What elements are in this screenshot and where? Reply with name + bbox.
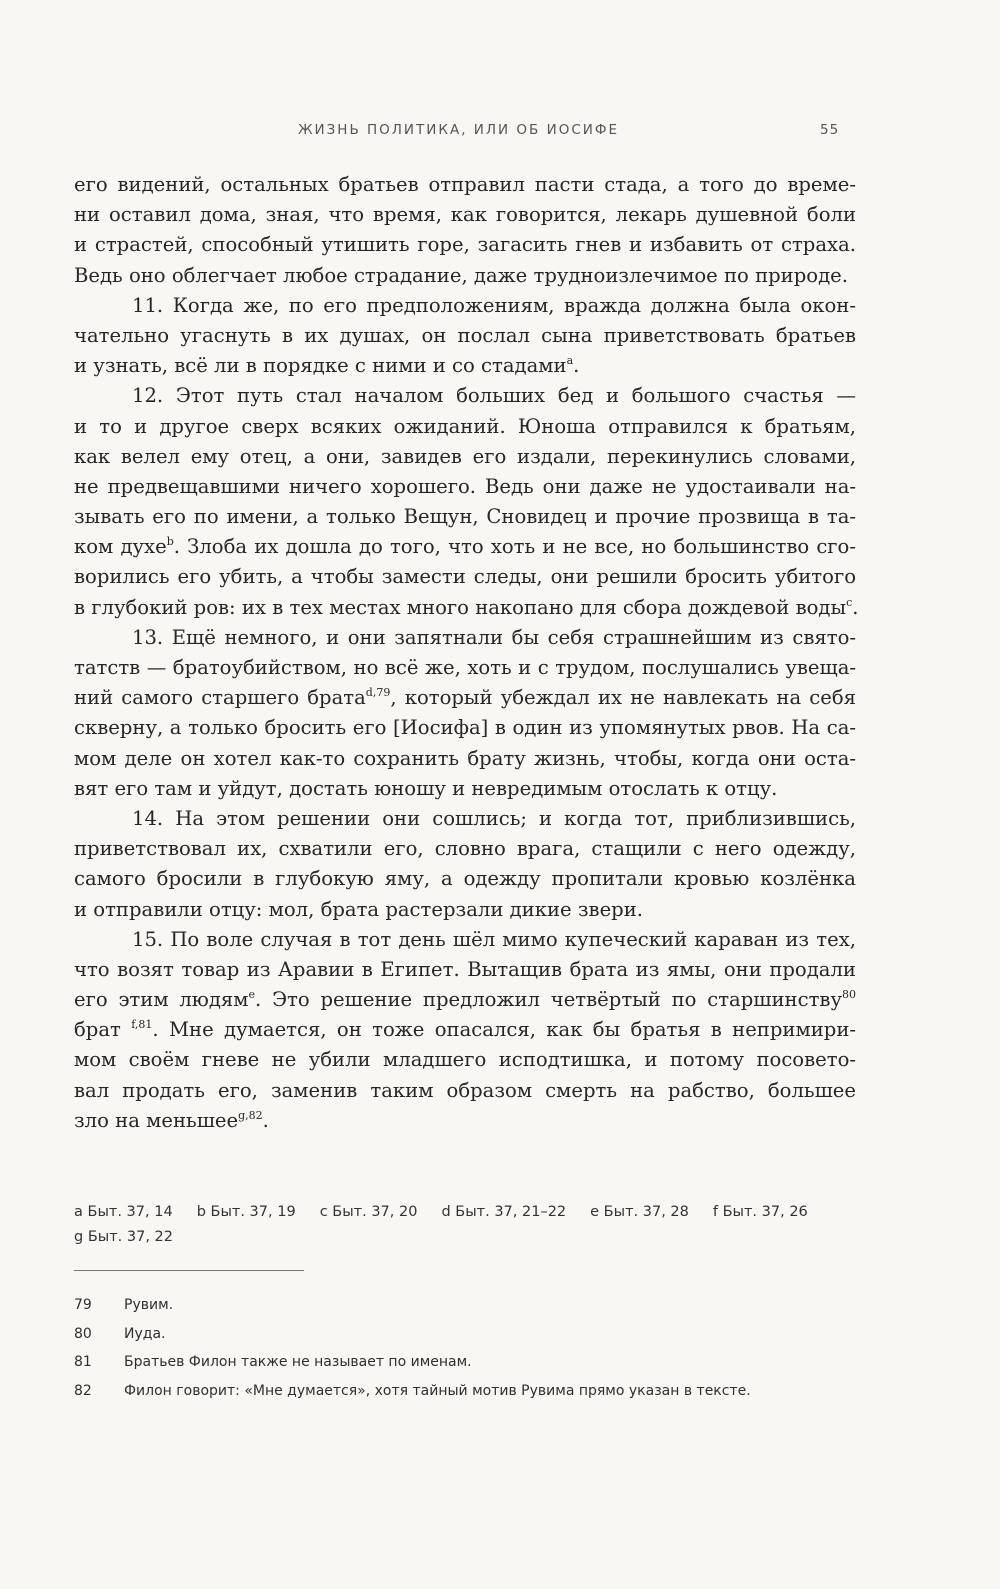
text-segment: ний самого старшего брата bbox=[74, 686, 366, 710]
text-line: скверну, а только бросить его [Иосифа] в один из упомянутых рвов. На са- bbox=[74, 716, 856, 740]
text-line: как велел ему отец, а они, завидев его издали, перекинулись словами, bbox=[74, 444, 856, 468]
text-segment: , который убеждал их не навлекать на себя bbox=[390, 686, 856, 710]
text-line: Ведь оно облегчает любое страдание, даже трудноизлечимое по природе. bbox=[74, 263, 848, 287]
text-line: самого бросили в глубокую яму, а одежду пропитали кровью козлёнка bbox=[74, 867, 856, 891]
citation-marker: c bbox=[846, 595, 853, 609]
citation-marker: b bbox=[166, 535, 174, 549]
text-line: ни оставил дома, зная, что время, как говорится, лекарь душевной боли bbox=[74, 203, 856, 227]
citation-marker: g,82 bbox=[238, 1108, 263, 1122]
page-number: 55 bbox=[820, 122, 840, 138]
text-segment: . Мне думается, он тоже опасался, как бы братья в непримири- bbox=[152, 1018, 856, 1042]
scripture-references bbox=[74, 1200, 864, 1250]
footnote bbox=[74, 1377, 864, 1406]
text-line: приветствовал их, схватили его, словно врага, стащили с него одежду, bbox=[74, 837, 856, 861]
footnote bbox=[74, 1320, 864, 1349]
scripture-ref: b Быт. 37, 19 bbox=[196, 1204, 296, 1220]
footnote-number: 82 bbox=[74, 1382, 92, 1399]
text-line bbox=[74, 1106, 856, 1136]
text-line: вал продать его, заменив таким образом смерть на рабство, большее bbox=[74, 1078, 856, 1102]
text-line: мом деле он хотел как-то сохранить брату жизнь, чтобы, когда они оста- bbox=[74, 746, 856, 770]
text-line: зывать его по имени, а только Вещун, Сновидец и прочие прозвища в та- bbox=[74, 505, 856, 529]
scripture-ref: a Быт. 37, 14 bbox=[74, 1204, 173, 1220]
paragraph-15-start: 15. По воле случая в тот день шёл мимо купеческий караван из тех, bbox=[132, 927, 856, 951]
paragraph-12-start: 12. Этот путь стал началом больших бед и большого счастья — bbox=[132, 384, 856, 408]
text-line: вят его там и уйдут, достать юношу и невредимым отослать к отцу. bbox=[74, 776, 778, 800]
citation-marker: f,81 bbox=[131, 1018, 153, 1032]
text-segment: в глубокий ров: их в тех местах много накопано для сбора дождевой воды bbox=[74, 595, 847, 619]
scripture-ref: c Быт. 37, 20 bbox=[319, 1204, 418, 1220]
text-segment: . Злоба их дошла до того, что хоть и не все, но большинство сго- bbox=[173, 535, 856, 559]
text-line: чательно угаснуть в их душах, он послал сына приветствовать братьев bbox=[74, 323, 856, 347]
text-line: что возят товар из Аравии в Египет. Вытащив брата из ямы, они продали bbox=[74, 957, 856, 981]
footnote-text: Братьев Филон также не называет по именам. bbox=[124, 1354, 472, 1370]
citation-marker: a bbox=[566, 354, 574, 368]
scripture-ref: f Быт. 37, 26 bbox=[712, 1204, 808, 1220]
text-line bbox=[74, 683, 856, 713]
footnotes bbox=[74, 1291, 864, 1405]
scripture-ref: g Быт. 37, 22 bbox=[74, 1229, 173, 1245]
footnote bbox=[74, 1348, 864, 1377]
paragraph-14-start: 14. На этом решении они сошлись; и когда тот, приблизившись, bbox=[132, 806, 856, 830]
text-segment: ком духе bbox=[74, 535, 167, 559]
main-text bbox=[74, 170, 859, 1136]
footnote-text: Иуда. bbox=[124, 1325, 166, 1342]
text-segment: . Это решение предложил четвёртый по старшинству bbox=[255, 988, 842, 1012]
footnote-number: 79 bbox=[74, 1297, 92, 1313]
text-line: и отправили отцу: мол, брата растерзали дикие звери. bbox=[74, 897, 644, 921]
footnote-marker: 80 bbox=[842, 988, 856, 1002]
text-line bbox=[74, 985, 856, 1015]
text-line bbox=[74, 593, 859, 623]
footnote-divider bbox=[74, 1270, 304, 1271]
text-line: татств — братоубийством, но всё же, хоть и с трудом, послушались увеща- bbox=[74, 656, 856, 679]
citation-marker: d,79 bbox=[365, 686, 391, 700]
paragraph-11-start: 11. Когда же, по его предположениям, вражда должна была окон- bbox=[132, 293, 856, 317]
text-line bbox=[74, 532, 856, 562]
text-line: ворились его убить, а чтобы замести следы, они решили бросить убитого bbox=[74, 565, 856, 589]
scripture-ref: d Быт. 37, 21–22 bbox=[441, 1204, 567, 1220]
text-segment: . bbox=[573, 354, 580, 378]
citation-marker: e bbox=[248, 988, 256, 1002]
running-head bbox=[0, 122, 1000, 146]
text-segment: и узнать, всё ли в порядке с ними и со стадами bbox=[74, 354, 567, 378]
footnote-text: Рувим. bbox=[124, 1297, 174, 1313]
text-line: и страстей, способный утишить горе, загасить гнев и избавить от страха. bbox=[74, 233, 856, 257]
text-segment: его этим людям bbox=[74, 988, 249, 1012]
footnote-text: Филон говорит: «Мне думается», хотя тайный мотив Рувима прямо указан в тексте. bbox=[124, 1382, 751, 1399]
text-line bbox=[74, 351, 856, 381]
footnote-number: 81 bbox=[74, 1354, 92, 1370]
text-line: мом своём гневе не убили младшего исподтишка, и потому посовето- bbox=[74, 1048, 856, 1072]
running-title: ЖИЗНЬ ПОЛИТИКА, ИЛИ ОБ ИОСИФЕ bbox=[298, 122, 619, 138]
scripture-ref: e Быт. 37, 28 bbox=[590, 1204, 689, 1220]
text-segment: зло на меньшее bbox=[74, 1108, 239, 1132]
text-line: и то и другое сверх всяких ожиданий. Юноша отправился к братьям, bbox=[74, 414, 856, 438]
text-line: его видений, остальных братьев отправил пасти стада, а того до време- bbox=[74, 173, 856, 196]
text-segment: . bbox=[262, 1108, 269, 1132]
text-line: не предвещавшими ничего хорошего. Ведь они даже не удостаивали на- bbox=[74, 474, 856, 498]
text-segment: брат bbox=[74, 1018, 132, 1042]
text-segment: . bbox=[852, 595, 859, 619]
footnote-number: 80 bbox=[74, 1325, 92, 1342]
footnote bbox=[74, 1291, 864, 1320]
text-line bbox=[74, 1015, 856, 1045]
paragraph-13-start: 13. Ещё немного, и они запятнали бы себя страшнейшим из свято- bbox=[132, 625, 856, 649]
